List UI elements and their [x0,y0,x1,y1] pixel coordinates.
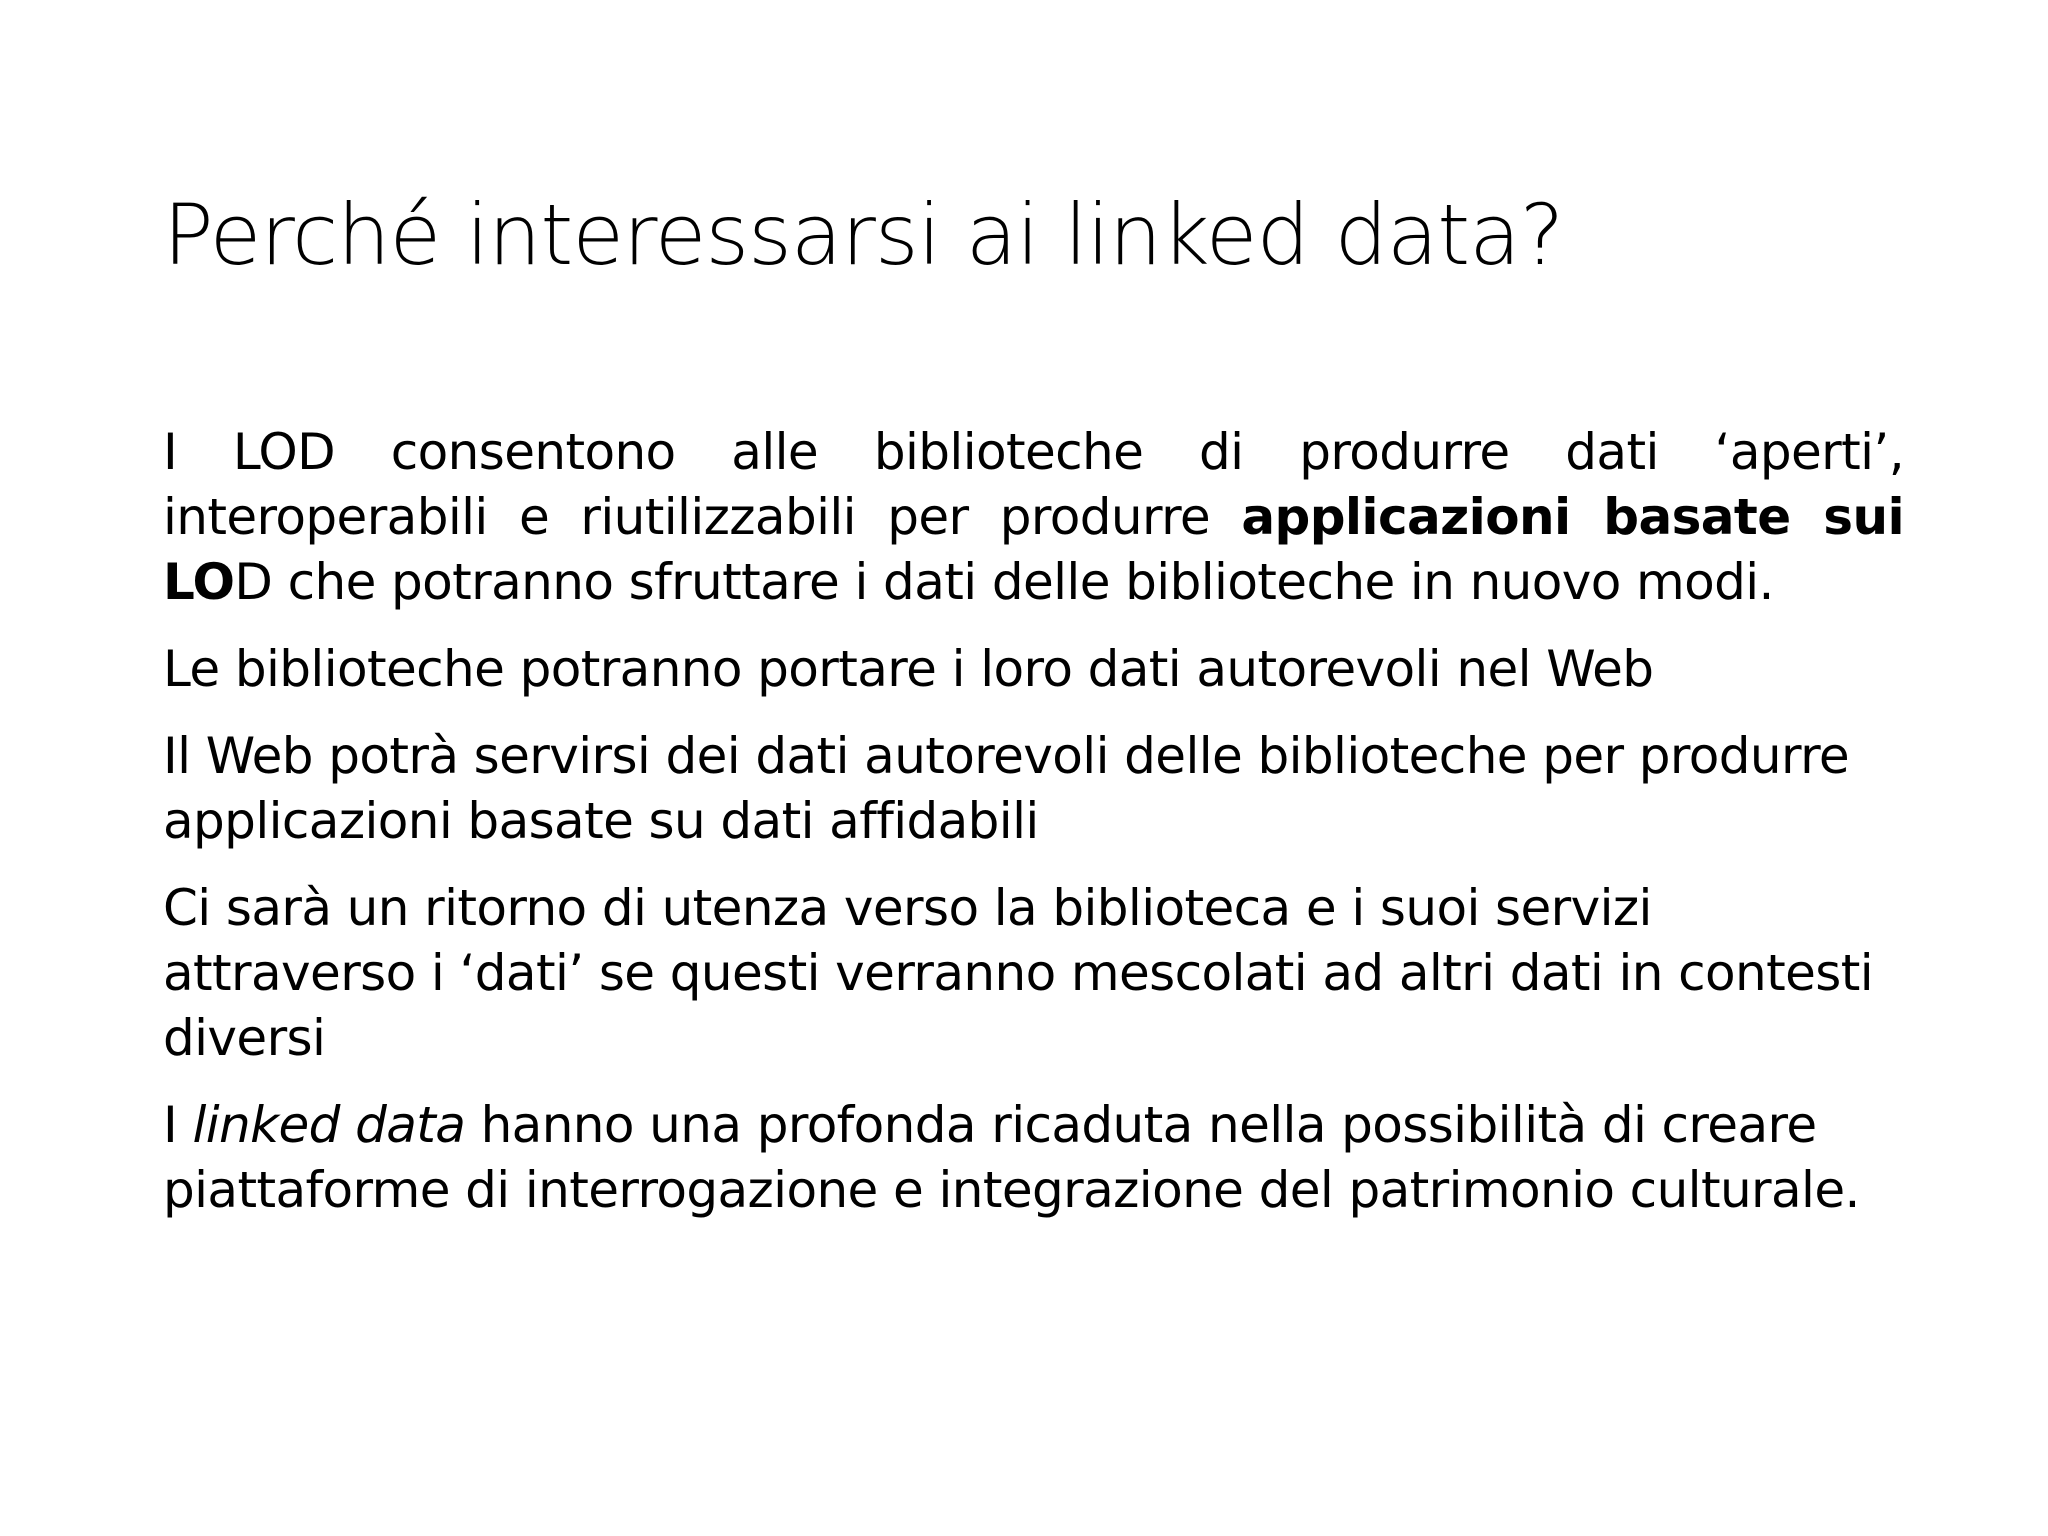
bold-text: applicazioni basate sui LO [163,488,1904,611]
paragraph-user-return: Ci sarà un ritorno di utenza verso la biblioteca e i suoi servizi attraverso i ‘dati’ se questi verranno mescolati ad altri dati in contesti diversi [163,879,1874,1067]
paragraph-text: I [163,1096,193,1154]
slide-title: Perché interessarsi ai linked data? [163,186,1564,284]
italic-text: linked data [192,1096,466,1154]
paragraph-text: hanno una profonda ricaduta nella possibilità di creare piattaforme di interrogazione e integrazione del patrimonio culturale. [163,1096,1860,1219]
slide-body [163,420,1904,1245]
paragraph-text: D che potranno sfruttare i dati delle biblioteche in nuovo modi. [234,553,1774,611]
paragraph-lod-applications [163,420,1904,615]
paragraph-text: I LOD consentono alle biblioteche di produrre dati ‘aperti’, interoperabili e riutilizzabili per produrre [163,423,1904,546]
paragraph-web-applications: Il Web potrà servirsi dei dati autorevoli delle biblioteche per produrre applicazioni basate su dati affidabili [163,727,1850,850]
paragraph-cultural-heritage [163,1093,1904,1223]
paragraph-authoritative-data: Le biblioteche potranno portare i loro dati autorevoli nel Web [163,640,1654,698]
